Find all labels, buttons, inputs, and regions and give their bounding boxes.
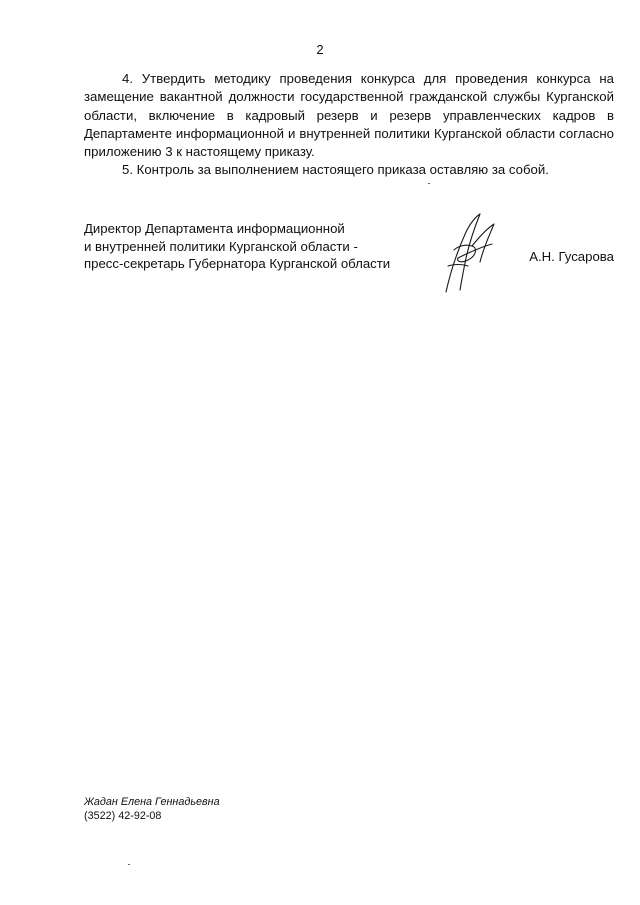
signer-name: А.Н. Гусарова — [529, 249, 614, 264]
executor-info — [84, 795, 220, 823]
page-number: 2 — [316, 42, 324, 57]
scan-speck — [428, 183, 430, 184]
executor-name: Жадан Елена Геннадьевна — [84, 796, 220, 808]
signer-position-line: Директор Департамента информационной — [84, 221, 345, 236]
executor-phone: (3522) 42-92-08 — [84, 810, 162, 822]
signer-position-line: и внутренней политики Курганской области - — [84, 238, 358, 254]
signer-position-line: пресс-секретарь Губернатора Курганской области — [84, 256, 391, 271]
paragraph-item-4: 4. Утвердить методику проведения конкурса для проведения конкурса на замещение вакантной должности государственной гражданской службы Курганской области, включение в кадровый резерв и резерв управленческих кадров в Департаменте информационной и внутренней политики Курганской области согласно приложению 3 к настоящему приказу. — [84, 71, 614, 160]
signer-position — [84, 220, 390, 273]
signature-block — [84, 220, 614, 300]
paragraph-item-5: 5. Контроль за выполнением настоящего приказа оставляю за собой. — [122, 162, 549, 178]
handwritten-signature — [436, 210, 506, 296]
scan-speck — [128, 864, 130, 865]
document-body — [84, 70, 614, 180]
